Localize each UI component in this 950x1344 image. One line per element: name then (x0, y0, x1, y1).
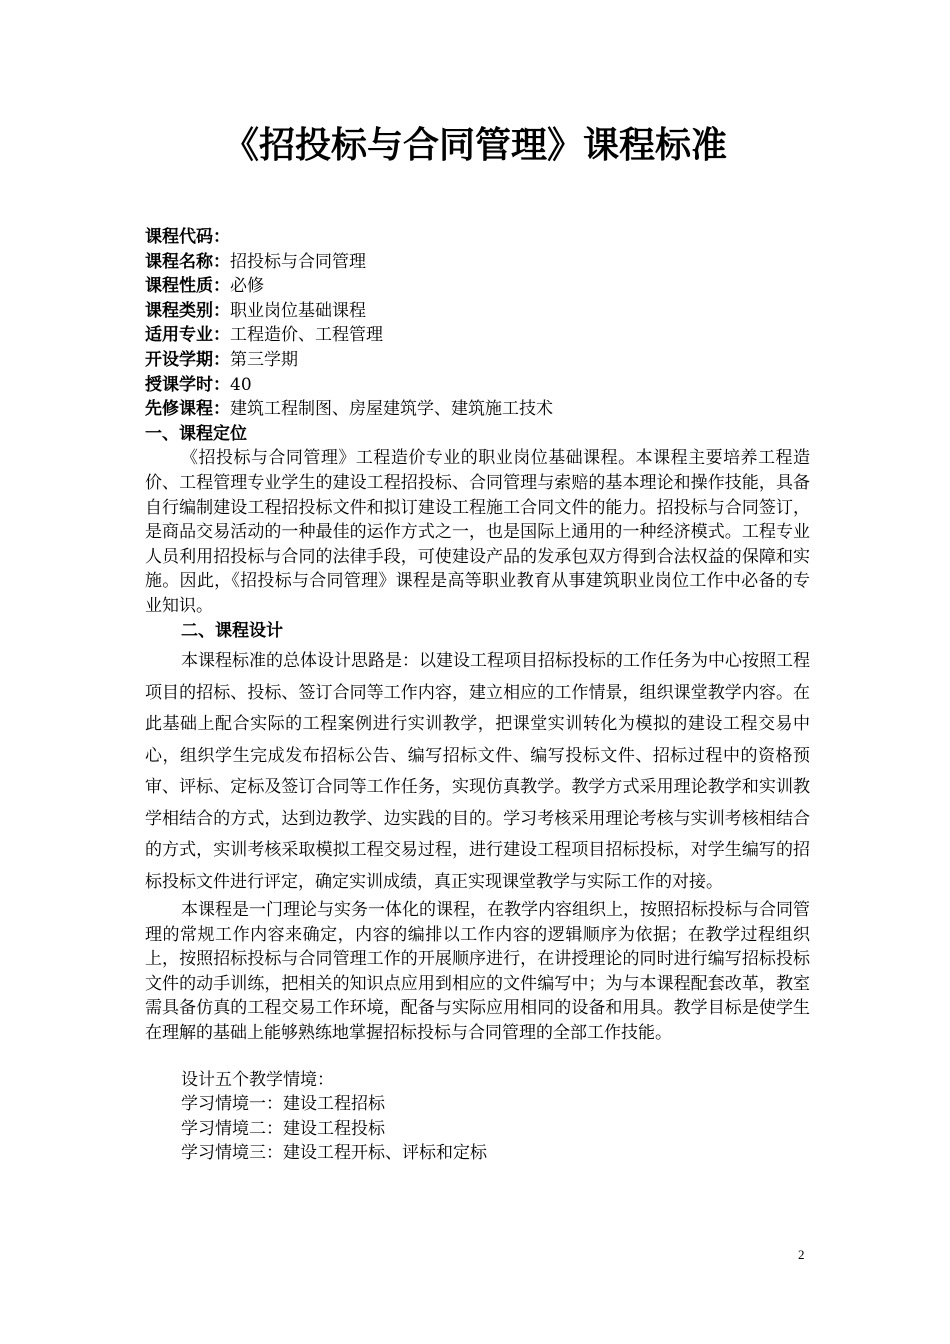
meta-value: 40 (230, 374, 252, 395)
meta-value: 第三学期 (230, 349, 298, 370)
meta-label: 课程性质： (145, 276, 230, 297)
meta-value: 工程造价、工程管理 (230, 325, 383, 346)
meta-course-category (145, 299, 810, 324)
teaching-situations-list (145, 1068, 810, 1166)
list-item: 学习情境二：建设工程投标 (181, 1118, 385, 1139)
meta-label: 课程名称： (145, 251, 230, 272)
meta-value: 招投标与合同管理 (230, 251, 366, 272)
meta-course-name (145, 250, 810, 275)
page-number: 2 (798, 1247, 805, 1262)
situations-intro: 设计五个教学情境： (181, 1069, 334, 1090)
meta-label: 开设学期： (145, 349, 230, 370)
meta-label: 课程代码： (145, 227, 230, 247)
meta-label: 课程类别： (145, 300, 230, 321)
section-paragraph-design-2: 本课程是一门理论与实务一体化的课程，在教学内容组织上，按照招标投标与合同管理的常规工作内容来确定，内容的编排以工作内容的逻辑顺序为依据；在教学过程组织上，按照招标投标与合同管理工作的开展顺序进行，在讲授理论的同时进行编写招标投标文件的动手训练，把相关的知识点应用到相应的文件编写中；为与本课程配套改革，教室需具备仿真的工程交易工作环境，配备与实际应用相同的设备和用具。教学目标是使学生在理解的基础上能够熟练地掌握招标投标与合同管理的全部工作技能。 (145, 900, 810, 1044)
meta-applicable-major (145, 323, 810, 348)
document-title: 《招投标与合同管理》课程标准 (222, 125, 727, 166)
section-heading-positioning: 一、课程定位 (145, 423, 247, 444)
section-paragraph-design-1: 本课程标准的总体设计思路是：以建设工程项目招标投标的工作任务为中心按照工程项目的招标、投标、签订合同等工作内容，建立相应的工作情景，组织课堂教学内容。在此基础上配合实际的工程案例进行实训教学，把课堂实训转化为模拟的建设工程交易中心，组织学生完成发布招标公告、编写招标文件、编写投标文件、招标过程中的资格预审、评标、定标及签订合同等工作任务，实现仿真教学。教学方式采用理论教学和实训教学相结合的方式，达到边教学、边实践的目的。学习考核采用理论考核与实训考核相结合的方式，实训考核采取模拟工程交易过程，进行建设工程项目招标投标，对学生编写的招标投标文件进行评定，确定实训成绩，真正实现课堂教学与实际工作的对接。 (145, 651, 810, 892)
meta-course-nature (145, 274, 810, 299)
meta-label: 适用专业： (145, 325, 230, 346)
meta-class-hours (145, 373, 810, 398)
section-heading-design: 二、课程设计 (181, 620, 283, 641)
meta-label: 先修课程： (145, 399, 230, 420)
document-body (145, 225, 810, 1166)
section-paragraph-positioning: 《招投标与合同管理》工程造价专业的职业岗位基础课程。本课程主要培养工程造价、工程管理专业学生的建设工程招投标、合同管理与索赔的基本理论和操作技能，具备自行编制建设工程招投标文件和拟订建设工程施工合同文件的能力。招投标与合同签订，是商品交易活动的一种最佳的运作方式之一，也是国际上通用的一种经济模式。工程专业人员利用招投标与合同的法律手段，可使建设产品的发承包双方得到合法权益的保障和实施。因此，《招投标与合同管理》课程是高等职业教育从事建筑职业岗位工作中必备的专业知识。 (145, 448, 810, 616)
meta-value: 职业岗位基础课程 (230, 300, 366, 321)
list-item: 学习情境一：建设工程招标 (181, 1094, 385, 1115)
meta-prerequisites (145, 397, 810, 422)
list-item: 学习情境三：建设工程开标、评标和定标 (181, 1143, 487, 1164)
meta-label: 授课学时： (145, 374, 230, 395)
course-info (145, 225, 810, 422)
meta-value: 必修 (230, 276, 264, 297)
meta-value: 建筑工程制图、房屋建筑学、建筑施工技术 (230, 399, 553, 420)
meta-course-code (145, 225, 810, 250)
meta-semester (145, 348, 810, 373)
